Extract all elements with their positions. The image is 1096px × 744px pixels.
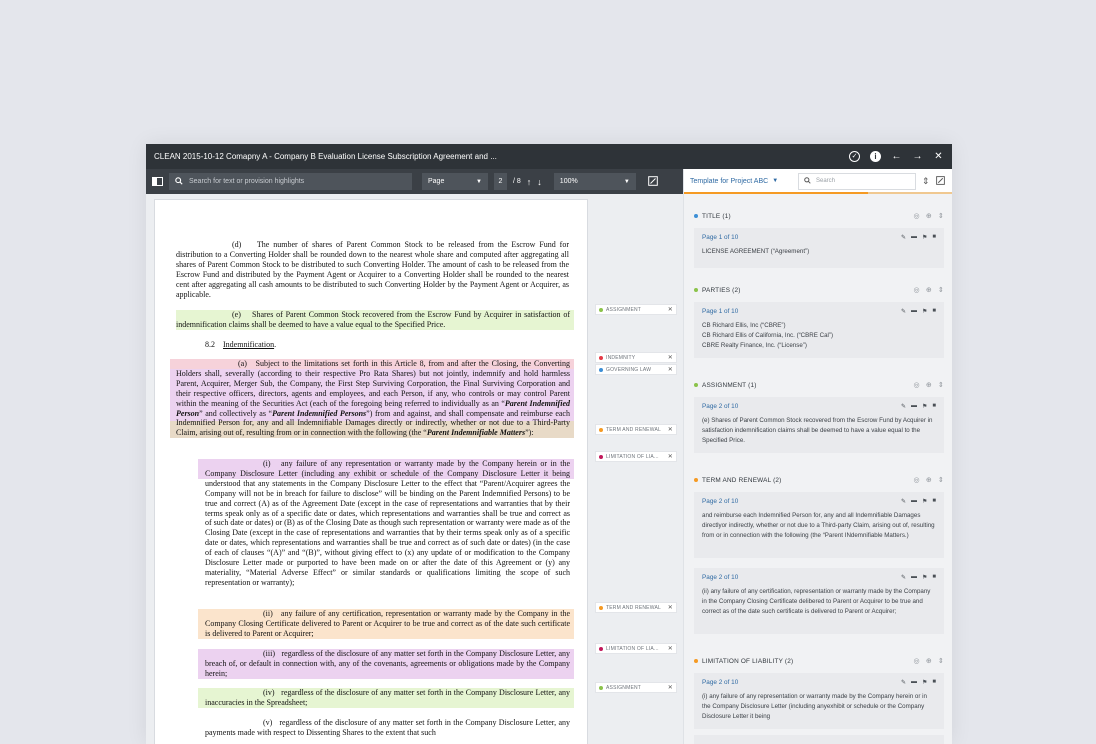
margin-tag[interactable] (595, 602, 677, 613)
view-mode-value: Page (428, 178, 445, 185)
tag-dot (599, 308, 603, 312)
section-dot (694, 659, 698, 663)
edit-icon[interactable]: ✎ (900, 309, 906, 315)
add-icon[interactable]: ⊕ (925, 213, 932, 220)
card-page-link[interactable]: Page 2 of 10 (702, 498, 739, 505)
card-page-link[interactable]: Page 2 of 10 (702, 679, 739, 686)
check-circle-icon[interactable]: ✓ (849, 151, 860, 162)
comment-icon[interactable]: ▬ (910, 234, 917, 240)
document-page (154, 199, 588, 744)
paragraph-iii[interactable]: (iii) regardless of the disclosure of any matter set forth in the Company Disclosure Letter, any breach of, or default in connection with, any of the covenants, agreements or obligations made by the Company herein; (198, 649, 574, 679)
paragraph-e[interactable]: (e) Shares of Parent Common Stock recovered from the Escrow Fund by Acquirer in satisfaction of indemnification claims shall be deemed to have a value equal to the Specified Price. (176, 310, 574, 330)
collapse-icon[interactable]: ⇕ (937, 287, 944, 294)
chevron-down-icon: ▼ (772, 178, 779, 184)
paragraph-a[interactable] (170, 359, 574, 438)
document-toolbar (146, 169, 683, 194)
page-number-input[interactable] (494, 173, 507, 190)
add-icon[interactable]: ⊕ (925, 382, 932, 389)
card-text: (e) Shares of Parent Common Stock recovered from the Escrow Fund by Acquirer in satisfaction indemnification claims shall be deemed to have a value equal to the Specified Price. (702, 417, 933, 444)
margin-tags (595, 194, 677, 744)
view-mode-select[interactable] (422, 173, 488, 190)
provision-card[interactable] (694, 397, 944, 453)
title-bar (146, 144, 952, 169)
edit-icon[interactable]: ✎ (900, 499, 906, 505)
page-current: 2 (498, 178, 503, 185)
provisions-search-input[interactable] (798, 173, 916, 190)
trash-icon[interactable]: ■ (932, 234, 936, 240)
collapse-icon[interactable]: ⇕ (937, 658, 944, 665)
paragraph-v: (v) regardless of the disclosure of any matter set forth in the Company Disclosure Letter, any payments made with respect to Dissenting Shares to the extent that such (205, 718, 570, 737)
tag-dot (599, 647, 603, 651)
collapse-icon[interactable]: ⇕ (937, 213, 944, 220)
check-circle-icon[interactable]: ◎ (913, 287, 920, 294)
tag-label: ASSIGNMENT (606, 306, 642, 313)
trash-icon[interactable]: ■ (932, 403, 936, 409)
chevron-down-icon: ▼ (476, 178, 482, 185)
margin-tag[interactable] (595, 364, 677, 375)
document-scroll-area[interactable] (146, 194, 683, 744)
close-icon[interactable]: ✕ (934, 150, 943, 162)
para-a-part1: (a) Subject to the limitations set forth in this Article 8, from and after the Closing, the Converting Holders shall, severally (according to their respective Pro Rata Shares) but not jointly, indemnify and hold harmless Parent, Acquirer, Merger Sub, the Company, the First Step Surviving Corporation, the Final Surviving Corporation and their respective officers, directors, agents and employees, and each Person, if any, who controls or may control Parent within the meaning of the Securities Act (each of the foregoing being referred to individually as an “ (176, 359, 570, 408)
add-icon[interactable]: ⊕ (925, 287, 932, 294)
para-a-term3: Parent Indemnifiable Matters (426, 428, 526, 438)
document-search-input[interactable] (169, 173, 412, 190)
para-a-term2: Parent Indemnified Persons (272, 408, 367, 418)
trash-icon[interactable]: ■ (932, 574, 936, 580)
edit-icon[interactable]: ✎ (900, 404, 906, 410)
party-line: CB Richard Ellis of California, Inc. (“CBRE Cal”) (702, 332, 834, 339)
tag-dot (599, 356, 603, 360)
arrow-down-icon[interactable]: ↓ (537, 176, 542, 187)
trash-icon[interactable]: ■ (932, 308, 936, 314)
close-icon[interactable]: ✕ (667, 605, 673, 611)
template-select[interactable] (690, 178, 792, 185)
trash-icon[interactable]: ■ (932, 498, 936, 504)
search-icon (175, 177, 183, 187)
flag-icon[interactable]: ⚑ (921, 404, 928, 410)
tag-dot (599, 368, 603, 372)
card-page-link[interactable]: Page 1 of 10 (702, 308, 739, 315)
edit-icon[interactable]: ✎ (900, 235, 906, 241)
chevron-down-icon: ▼ (623, 178, 630, 185)
close-icon[interactable]: ✕ (667, 367, 673, 373)
close-icon[interactable]: ✕ (667, 685, 673, 691)
page-total: / 8 (513, 178, 521, 185)
card-text: (i) any failure of any representation or warranty made by the Company herein or in the Company Disclosure Letter (including anyexhibit or schedule or the Company Disclosure Letter it being (702, 693, 927, 720)
flag-icon[interactable]: ⚑ (921, 235, 928, 241)
edit-icon[interactable]: ✎ (900, 575, 906, 581)
check-circle-icon[interactable]: ◎ (913, 477, 920, 484)
document-viewer-window (146, 144, 952, 744)
zoom-select[interactable] (554, 173, 636, 190)
provision-card[interactable] (694, 492, 944, 558)
margin-tag[interactable] (595, 682, 677, 693)
tag-label: INDEMNITY (606, 354, 636, 361)
template-value: Template for Project ABC (690, 177, 769, 185)
document-pane (146, 169, 683, 744)
arrow-right-icon[interactable]: → (912, 150, 923, 162)
section-dot (694, 288, 698, 292)
close-icon[interactable]: ✕ (667, 454, 673, 460)
provisions-list[interactable] (684, 194, 952, 744)
expand-icon[interactable] (936, 176, 945, 187)
section-name: TERM AND RENEWAL (2) (702, 476, 782, 484)
provisions-toolbar (684, 169, 952, 194)
para-a-term1: Parent Indemnified Person (176, 398, 570, 418)
comment-icon[interactable]: ▬ (910, 308, 917, 314)
margin-tag[interactable] (595, 424, 677, 435)
search-placeholder: Search for text or provision highlights (189, 178, 305, 185)
provision-card[interactable] (694, 302, 944, 358)
arrow-up-icon[interactable]: ↑ (526, 176, 532, 187)
para-a-part3: ”) from and against, and shall compensate and reimburse each Indemnified Person for, any and all Indemnifiable Damages directly or indirectly, whether or not due to a Third-Party Claim, arising out of, resulting from or in connection with the following (the “ (176, 408, 570, 438)
section-dot (694, 383, 698, 387)
section-dot (694, 214, 698, 218)
check-circle-icon[interactable]: ◎ (913, 658, 920, 665)
expand-icon[interactable] (648, 176, 658, 188)
margin-tag[interactable] (595, 352, 677, 363)
paragraph-ii[interactable]: (ii) any failure of any certification, representation or warranty made by the Company in the Company Closing Certificate delivered to Parent or Acquirer to be true and correct as of the date such certificate is delivered to Parent or Acquirer; (198, 609, 574, 639)
close-icon[interactable]: ✕ (667, 307, 673, 313)
tag-label: TERM AND RENEWAL (606, 426, 661, 433)
window-title: CLEAN 2015-10-12 Comapny A - Company B Evaluation License Subscription Agreement and ... (154, 152, 497, 161)
tag-dot (599, 455, 603, 459)
close-icon[interactable]: ✕ (667, 646, 673, 652)
party-line: CB Richard Ellis, Inc (“CBRE”) (702, 322, 786, 329)
section-dot (694, 478, 698, 482)
margin-tag[interactable] (595, 304, 677, 315)
add-icon[interactable]: ⊕ (925, 477, 932, 484)
flag-icon[interactable]: ⚑ (921, 309, 928, 315)
close-icon[interactable]: ✕ (667, 355, 673, 361)
provision-card[interactable] (694, 735, 944, 744)
collapse-icon[interactable]: ⇕ (922, 175, 930, 186)
card-page-link[interactable]: Page 1 of 10 (702, 234, 739, 241)
section-header[interactable] (694, 210, 944, 222)
check-circle-icon[interactable]: ◎ (913, 213, 920, 220)
section-header[interactable] (694, 379, 944, 391)
tag-label: ASSIGNMENT (606, 684, 642, 691)
comment-icon[interactable]: ▬ (910, 403, 917, 409)
section-header[interactable] (694, 474, 944, 486)
tag-label: LIMITATION OF LIA... (606, 453, 659, 460)
provision-card[interactable] (694, 568, 944, 634)
search-placeholder: Search (816, 178, 836, 184)
section-number: 8.2 (205, 340, 215, 349)
comment-icon[interactable]: ▬ (910, 498, 917, 504)
margin-tag[interactable] (595, 643, 677, 654)
section-name: PARTIES (2) (702, 286, 741, 294)
card-text: LICENSE AGREEMENT (“Agreement”) (702, 248, 810, 255)
para-a-part4: ”): (525, 428, 534, 438)
arrow-left-icon[interactable]: ← (891, 150, 902, 162)
collapse-icon[interactable]: ⇕ (937, 477, 944, 484)
para-a-part2: ” and collectively as “ (199, 408, 273, 418)
search-icon (804, 177, 811, 186)
flag-icon[interactable]: ⚑ (921, 680, 928, 686)
card-text: and reimburse each Indemnified Person for, any and all Indemnifiable Damages directlyor indirectly, whether or not due to a Third-party Claim, arising out of, resulting from or in connection with the following (the “Parent INdemnifiable Matters.) (702, 512, 935, 539)
section-title: Indemnification (223, 340, 275, 349)
add-icon[interactable]: ⊕ (925, 658, 932, 665)
provision-card[interactable] (694, 673, 944, 729)
section-name: TITLE (1) (702, 212, 731, 220)
provision-card[interactable] (694, 228, 944, 268)
collapse-icon[interactable]: ⇕ (937, 382, 944, 389)
comment-icon[interactable]: ▬ (910, 574, 917, 580)
trash-icon[interactable]: ■ (932, 679, 936, 685)
paragraph-iv[interactable]: (iv) regardless of the disclosure of any matter set forth in the Company Disclosure Letter, any inaccuracies in the Spreadsheet; (198, 688, 574, 708)
comment-icon[interactable]: ▬ (910, 679, 917, 685)
section-name: LIMITATION OF LIABILITY (2) (702, 657, 794, 665)
section-header[interactable] (694, 655, 944, 667)
flag-icon[interactable]: ⚑ (921, 499, 928, 505)
edit-icon[interactable]: ✎ (900, 680, 906, 686)
tag-dot (599, 428, 603, 432)
tag-dot (599, 686, 603, 690)
section-header[interactable] (694, 284, 944, 296)
party-line: CBRE Realty Finance, Inc. (“License”) (702, 342, 807, 349)
card-text (702, 321, 936, 351)
paragraph-i[interactable]: (i) any failure of any representation or warranty made by the Company herein or in the Company Disclosure Letter (including any exhibit or schedule of the Company Disclosure Letter it being understood that any statements in the Company Disclosure Letter to the effect that “Parent/Acquirer agrees the Company will not be in breach for failure to disclose” will be binding on the Parent Indemnified Persons) to be true and correct (A) as of the Agreement Date (except in the case of representations and warranties that by their terms speak only as of a specific date or dates, which representations and warranties shall be true and correct as of such date or dates) or (B) as of the Closing Date as though such representation or warranty were made as of the Closing Date (except in the case of representations and warranties that by their terms speak only as of a specific date or dates, which representations and warranties shall be true and correct as of such date or dates) (in the case of each of clauses “(A)” and “(B)”, without giving effect to (x) any update of or modification to the Company Disclosure Letter made or purported to have been made on or after the date of this Agreement or (y) any materiality, “Material Adverse Effect” or similar standards or qualifications limiting the scope of such representation or warranty); (198, 459, 574, 588)
card-page-link[interactable]: Page 2 of 10 (702, 403, 739, 410)
section-name: ASSIGNMENT (1) (702, 381, 757, 389)
close-icon[interactable]: ✕ (667, 427, 673, 433)
provisions-panel (683, 169, 952, 744)
card-text: (ii) any failure of any certification, representation or warranty made by the Company in the Company Closing Certificate delibered to Parent or Acquirer to be true and correct as of the date such certificate is delivered to Parent or Acquirer; (702, 588, 931, 615)
tag-label: GOVERNING LAW (606, 366, 652, 373)
section-heading: 8.2 Indemnification. (205, 340, 277, 349)
tag-dot (599, 606, 603, 610)
paragraph-d: (d) The number of shares of Parent Common Stock to be released from the Escrow Fund for distribution to a Converting Holder shall be rounded down to the nearest whole share and computed after aggregating all shares of Parent Common Stock to be distributed to such Converting Holder. The amount of cash to be released from the Escrow Fund and distributed by the Payment Agent or Acquirer to a Converting Holder shall be rounded to the nearest cent after aggregating all cash amounts to be distributed to such Converting Holder by the Payment Agent or Acquirer, as applicable. (176, 240, 569, 299)
sidebar-toggle-icon[interactable] (152, 177, 163, 186)
card-page-link[interactable]: Page 2 of 10 (702, 574, 739, 581)
zoom-value: 100% (559, 178, 578, 185)
margin-tag[interactable] (595, 451, 677, 462)
check-circle-icon[interactable]: ◎ (913, 382, 920, 389)
flag-icon[interactable]: ⚑ (921, 575, 928, 581)
tag-label: LIMITATION OF LIA... (606, 645, 659, 652)
info-icon[interactable]: i (870, 151, 881, 162)
tag-label: TERM AND RENEWAL (606, 604, 661, 611)
